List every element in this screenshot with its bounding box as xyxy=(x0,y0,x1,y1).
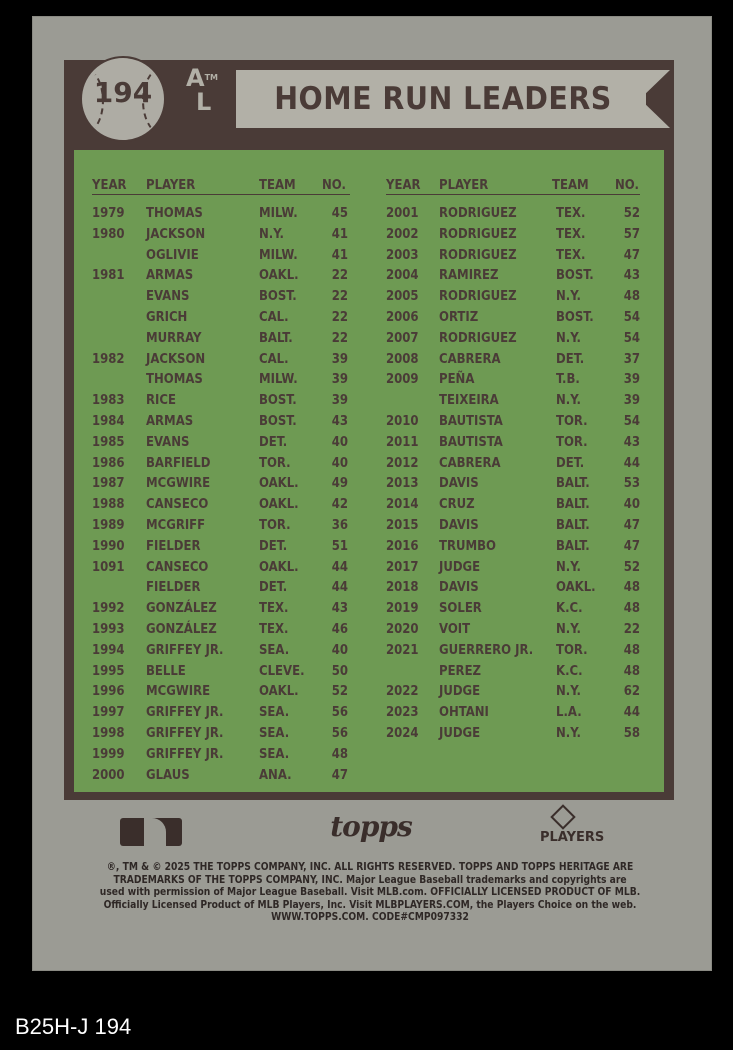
cell-no: 42 xyxy=(331,497,348,513)
cell-player: GONZÁLEZ xyxy=(146,601,217,617)
cell-year: 2016 xyxy=(386,538,419,554)
league-letter-a: A xyxy=(186,64,205,92)
cell-player: TRUMBO xyxy=(439,538,496,554)
cell-team: N.Y. xyxy=(556,393,581,409)
table-row xyxy=(0,414,733,434)
cell-no: 50 xyxy=(331,663,348,679)
cell-team: BOST. xyxy=(259,414,297,429)
cell-team: N.Y. xyxy=(556,622,581,637)
cell-player: DAVIS xyxy=(439,476,479,492)
cell-team: MILW. xyxy=(259,372,298,388)
cell-player: THOMAS xyxy=(146,206,203,221)
league-letter-l: L xyxy=(196,88,212,116)
cell-player: VOIT xyxy=(439,622,471,637)
cell-team: OAKL. xyxy=(259,497,299,513)
cell-no: 43 xyxy=(331,601,348,617)
table-row xyxy=(0,310,733,330)
cell-no: 56 xyxy=(331,726,348,741)
cell-team: OAKL. xyxy=(259,559,299,575)
col-no-right: NO. xyxy=(615,178,639,193)
cell-year: 1993 xyxy=(92,622,125,637)
diamond-icon xyxy=(550,804,575,829)
legal-line: TRADEMARKS OF THE TOPPS COMPANY, INC. Major League Baseball trademarks and copyrights are xyxy=(113,874,627,886)
cell-year: 2004 xyxy=(386,268,419,284)
legal-line: ®, TM & © 2025 THE TOPPS COMPANY, INC. ALL RIGHTS RESERVED. TOPPS AND TOPPS HERITAGE ARE xyxy=(106,862,634,873)
col-year-right: YEAR xyxy=(386,178,421,193)
cell-player: ARMAS xyxy=(146,414,194,429)
cell-player: OGLIVIE xyxy=(146,247,199,263)
cell-no: 47 xyxy=(331,767,348,783)
table-row xyxy=(0,435,733,455)
cell-team: TOR. xyxy=(556,642,588,658)
cell-player: EVANS xyxy=(146,434,190,450)
cell-player: DAVIS xyxy=(439,580,479,596)
cell-no: 44 xyxy=(623,455,640,471)
cell-player: OHTANI xyxy=(439,705,489,721)
cell-team: BOST. xyxy=(556,310,594,325)
cell-player: BARFIELD xyxy=(146,455,211,471)
cell-team: TEX. xyxy=(556,206,586,221)
cell-team: CAL. xyxy=(259,351,289,367)
table-row xyxy=(0,331,733,351)
table-row xyxy=(0,705,733,725)
cell-year: 2019 xyxy=(386,601,419,617)
cell-no: 47 xyxy=(623,247,640,263)
table-row xyxy=(0,352,733,372)
cell-team: BALT. xyxy=(556,538,590,554)
cell-no: 36 xyxy=(331,518,348,533)
cell-year: 2010 xyxy=(386,414,419,429)
cell-no: 54 xyxy=(623,310,640,325)
cell-team: K.C. xyxy=(556,663,583,679)
cell-player: DAVIS xyxy=(439,518,479,533)
cell-year: 1985 xyxy=(92,434,125,450)
cell-no: 52 xyxy=(331,684,348,700)
cell-player: GRIFFEY JR. xyxy=(146,705,224,721)
league-badge xyxy=(186,66,236,114)
cell-no: 44 xyxy=(331,559,348,575)
cell-team: ANA. xyxy=(259,767,292,783)
col-year-left: YEAR xyxy=(92,178,127,193)
table-row xyxy=(0,726,733,746)
header-rule-left xyxy=(92,194,350,195)
col-player-right: PLAYER xyxy=(439,178,489,193)
cell-team: K.C. xyxy=(556,601,583,617)
cell-year: 1990 xyxy=(92,538,125,554)
cell-no: 40 xyxy=(331,434,348,450)
cell-year: 1999 xyxy=(92,746,125,762)
cell-team: DET. xyxy=(556,351,585,367)
table-row xyxy=(0,227,733,247)
cell-year: 2000 xyxy=(92,767,125,783)
cell-no: 44 xyxy=(331,580,348,596)
cell-no: 22 xyxy=(331,330,348,346)
cell-no: 43 xyxy=(331,414,348,429)
cell-year: 2008 xyxy=(386,351,419,367)
cell-player: TEIXEIRA xyxy=(439,393,499,409)
cell-year: 2012 xyxy=(386,455,419,471)
table-row xyxy=(0,580,733,600)
cell-no: 40 xyxy=(331,455,348,471)
cell-no: 41 xyxy=(331,247,348,263)
cell-team: BOST. xyxy=(556,268,594,284)
cell-no: 45 xyxy=(331,206,348,221)
cell-no: 39 xyxy=(331,351,348,367)
mlb-players-logo xyxy=(540,808,630,848)
cell-no: 39 xyxy=(331,372,348,388)
cell-player: RAMIREZ xyxy=(439,268,499,284)
cell-team: BALT. xyxy=(556,476,590,492)
cell-player: EVANS xyxy=(146,289,190,305)
cell-year: 1984 xyxy=(92,414,125,429)
cell-team: TOR. xyxy=(259,518,291,533)
cell-team: TOR. xyxy=(556,434,588,450)
table-row xyxy=(0,768,733,788)
cell-player: BAUTISTA xyxy=(439,434,503,450)
topps-logo: topps xyxy=(330,810,412,843)
cell-team: TEX. xyxy=(556,247,586,263)
cell-player: PEREZ xyxy=(439,663,482,679)
cell-no: 48 xyxy=(623,289,640,305)
cell-team: SEA. xyxy=(259,726,290,741)
card-title: HOME RUN LEADERS xyxy=(274,81,612,117)
cell-year: 1987 xyxy=(92,476,125,492)
cell-year: 1983 xyxy=(92,393,125,409)
cell-player: GUERRERO JR. xyxy=(439,642,534,658)
table-row xyxy=(0,643,733,663)
cell-year: 1995 xyxy=(92,663,125,679)
cell-player: CRUZ xyxy=(439,497,475,513)
cell-no: 47 xyxy=(623,538,640,554)
cell-year: 2018 xyxy=(386,580,419,596)
cell-year: 2022 xyxy=(386,684,419,700)
cell-player: MCGRIFF xyxy=(146,518,206,533)
table-row xyxy=(0,289,733,309)
cell-year: 1982 xyxy=(92,351,125,367)
legal-line: Officially Licensed Product of MLB Players, Inc. Visit MLBPLAYERS.COM, the Players Choice on the web. xyxy=(103,899,637,911)
cell-no: 22 xyxy=(331,289,348,305)
cell-team: OAKL. xyxy=(259,268,299,284)
cell-player: FIELDER xyxy=(146,580,201,596)
table-row xyxy=(0,497,733,517)
cell-player: MCGWIRE xyxy=(146,684,211,700)
col-player-left: PLAYER xyxy=(146,178,196,193)
cell-no: 43 xyxy=(623,434,640,450)
cell-player: JACKSON xyxy=(146,351,206,367)
cell-player: RODRIGUEZ xyxy=(439,289,517,305)
cell-player: RODRIGUEZ xyxy=(439,330,517,346)
cell-player: CABRERA xyxy=(439,351,501,367)
cell-team: MILW. xyxy=(259,247,298,263)
cell-team: DET. xyxy=(556,455,585,471)
cell-no: 57 xyxy=(623,226,640,242)
table-row xyxy=(0,248,733,268)
cell-player: JUDGE xyxy=(439,684,481,700)
cell-year: 2017 xyxy=(386,559,419,575)
table-row xyxy=(0,664,733,684)
cell-player: ARMAS xyxy=(146,268,194,284)
cell-team: TEX. xyxy=(259,622,289,637)
cell-team: N.Y. xyxy=(259,226,284,242)
table-row xyxy=(0,539,733,559)
col-team-left: TEAM xyxy=(259,178,296,193)
cell-player: BELLE xyxy=(146,663,186,679)
cell-year: 2009 xyxy=(386,372,419,388)
table-row xyxy=(0,622,733,642)
cell-no: 22 xyxy=(331,310,348,325)
cell-player: PEÑA xyxy=(439,372,475,388)
cell-year: 2005 xyxy=(386,289,419,305)
table-row xyxy=(0,456,733,476)
cell-no: 54 xyxy=(623,330,640,346)
cell-year: 1998 xyxy=(92,726,125,741)
cell-team: TEX. xyxy=(556,226,586,242)
cell-no: 46 xyxy=(331,622,348,637)
cell-no: 22 xyxy=(623,622,640,637)
cell-team: T.B. xyxy=(556,372,580,388)
cell-team: CLEVE. xyxy=(259,663,305,679)
cell-team: N.Y. xyxy=(556,330,581,346)
cell-no: 48 xyxy=(623,601,640,617)
cell-no: 47 xyxy=(623,518,640,533)
cell-no: 37 xyxy=(623,351,640,367)
title-banner-tail xyxy=(640,70,670,128)
cell-player: RODRIGUEZ xyxy=(439,247,517,263)
cell-player: JACKSON xyxy=(146,226,206,242)
cell-year: 1996 xyxy=(92,684,125,700)
table-row xyxy=(0,372,733,392)
cell-team: TOR. xyxy=(259,455,291,471)
cell-year: 2021 xyxy=(386,642,419,658)
cell-player: GONZÁLEZ xyxy=(146,622,217,637)
cell-no: 48 xyxy=(623,642,640,658)
cell-no: 54 xyxy=(623,414,640,429)
cell-team: BOST. xyxy=(259,393,297,409)
cell-team: N.Y. xyxy=(556,684,581,700)
legal-text xyxy=(94,862,646,925)
cell-player: JUDGE xyxy=(439,559,481,575)
cell-no: 39 xyxy=(331,393,348,409)
cell-year: 1091 xyxy=(92,559,125,575)
cell-team: N.Y. xyxy=(556,559,581,575)
cell-year: 1997 xyxy=(92,705,125,721)
cell-no: 22 xyxy=(331,268,348,284)
cell-no: 53 xyxy=(623,476,640,492)
cell-player: GRIFFEY JR. xyxy=(146,746,224,762)
cell-player: RICE xyxy=(146,393,176,409)
cell-no: 49 xyxy=(331,476,348,492)
col-no-left: NO. xyxy=(322,178,346,193)
cell-player: RODRIGUEZ xyxy=(439,206,517,221)
cell-player: FIELDER xyxy=(146,538,201,554)
cell-team: BOST. xyxy=(259,289,297,305)
cell-player: CABRERA xyxy=(439,455,501,471)
legal-line: used with permission of Major League Baseball. Visit MLB.com. OFFICIALLY LICENSED PRODUCT OF MLB. xyxy=(99,887,641,898)
cell-no: 48 xyxy=(623,580,640,596)
cell-year: 2002 xyxy=(386,226,419,242)
cell-player: BAUTISTA xyxy=(439,414,503,429)
cell-player: GRIFFEY JR. xyxy=(146,642,224,658)
cell-player: ORTIZ xyxy=(439,310,479,325)
cell-year: 2020 xyxy=(386,622,419,637)
cell-year: 1994 xyxy=(92,642,125,658)
cell-no: 62 xyxy=(623,684,640,700)
cell-year: 1981 xyxy=(92,268,125,284)
cell-no: 44 xyxy=(623,705,640,721)
cell-no: 56 xyxy=(331,705,348,721)
cell-year: 1989 xyxy=(92,518,125,533)
cell-team: BALT. xyxy=(259,330,293,346)
players-logo-text: PLAYERS xyxy=(540,830,605,845)
table-row xyxy=(0,393,733,413)
cell-player: MURRAY xyxy=(146,330,202,346)
cell-no: 48 xyxy=(623,663,640,679)
cell-year: 1988 xyxy=(92,497,125,513)
cell-team: SEA. xyxy=(259,705,290,721)
cell-no: 58 xyxy=(623,726,640,741)
league-tm: TM xyxy=(204,73,218,82)
cell-player: GRIFFEY JR. xyxy=(146,726,224,741)
mlb-logo-icon xyxy=(120,818,182,846)
table-row xyxy=(0,476,733,496)
cell-year: 2013 xyxy=(386,476,419,492)
cell-year: 2011 xyxy=(386,434,419,450)
cell-team: DET. xyxy=(259,434,288,450)
cell-team: CAL. xyxy=(259,310,289,325)
cell-player: GRICH xyxy=(146,310,188,325)
cell-no: 39 xyxy=(623,393,640,409)
cell-team: SEA. xyxy=(259,746,290,762)
cell-team: OAKL. xyxy=(259,476,299,492)
cell-year: 2001 xyxy=(386,206,419,221)
cell-team: TOR. xyxy=(556,414,588,429)
cell-no: 40 xyxy=(331,642,348,658)
cell-year: 2014 xyxy=(386,497,419,513)
cell-year: 2023 xyxy=(386,705,419,721)
cell-player: CANSECO xyxy=(146,559,209,575)
cell-team: N.Y. xyxy=(556,289,581,305)
cell-team: OAKL. xyxy=(556,580,596,596)
table-row xyxy=(0,684,733,704)
cell-team: TEX. xyxy=(259,601,289,617)
table-row xyxy=(0,747,733,767)
card-number: 194 xyxy=(93,76,153,109)
cell-no: 48 xyxy=(331,746,348,762)
cell-player: CANSECO xyxy=(146,497,209,513)
cell-no: 52 xyxy=(623,559,640,575)
cell-no: 41 xyxy=(331,226,348,242)
col-team-right: TEAM xyxy=(552,178,589,193)
cell-player: MCGWIRE xyxy=(146,476,211,492)
cell-team: OAKL. xyxy=(259,684,299,700)
cell-team: N.Y. xyxy=(556,726,581,741)
cell-no: 43 xyxy=(623,268,640,284)
cell-year: 2024 xyxy=(386,726,419,741)
cell-player: JUDGE xyxy=(439,726,481,741)
cell-no: 52 xyxy=(623,206,640,221)
table-row xyxy=(0,560,733,580)
header-rule-right xyxy=(386,194,640,195)
legal-line: WWW.TOPPS.COM. CODE#CMP097332 xyxy=(271,912,469,923)
cell-team: DET. xyxy=(259,538,288,554)
cell-no: 39 xyxy=(623,372,640,388)
cell-year: 2015 xyxy=(386,518,419,533)
cell-player: THOMAS xyxy=(146,372,203,388)
cell-team: L.A. xyxy=(556,705,582,721)
cell-player: SOLER xyxy=(439,601,482,617)
cell-no: 51 xyxy=(331,538,348,554)
cell-no: 40 xyxy=(623,497,640,513)
cell-team: BALT. xyxy=(556,518,590,533)
cell-year: 2003 xyxy=(386,247,419,263)
table-row xyxy=(0,268,733,288)
cell-year: 1986 xyxy=(92,455,125,471)
table-row xyxy=(0,518,733,538)
image-caption: B25H-J 194 xyxy=(15,1014,132,1039)
cell-team: MILW. xyxy=(259,206,298,221)
cell-player: GLAUS xyxy=(146,767,190,783)
cell-year: 2006 xyxy=(386,310,419,325)
table-row xyxy=(0,206,733,226)
cell-player: RODRIGUEZ xyxy=(439,226,517,242)
cell-team: SEA. xyxy=(259,642,290,658)
cell-team: DET. xyxy=(259,580,288,596)
cell-team: BALT. xyxy=(556,497,590,513)
cell-year: 1992 xyxy=(92,601,125,617)
cell-year: 1980 xyxy=(92,226,125,242)
cell-year: 2007 xyxy=(386,330,419,346)
cell-year: 1979 xyxy=(92,206,125,221)
table-row xyxy=(0,601,733,621)
